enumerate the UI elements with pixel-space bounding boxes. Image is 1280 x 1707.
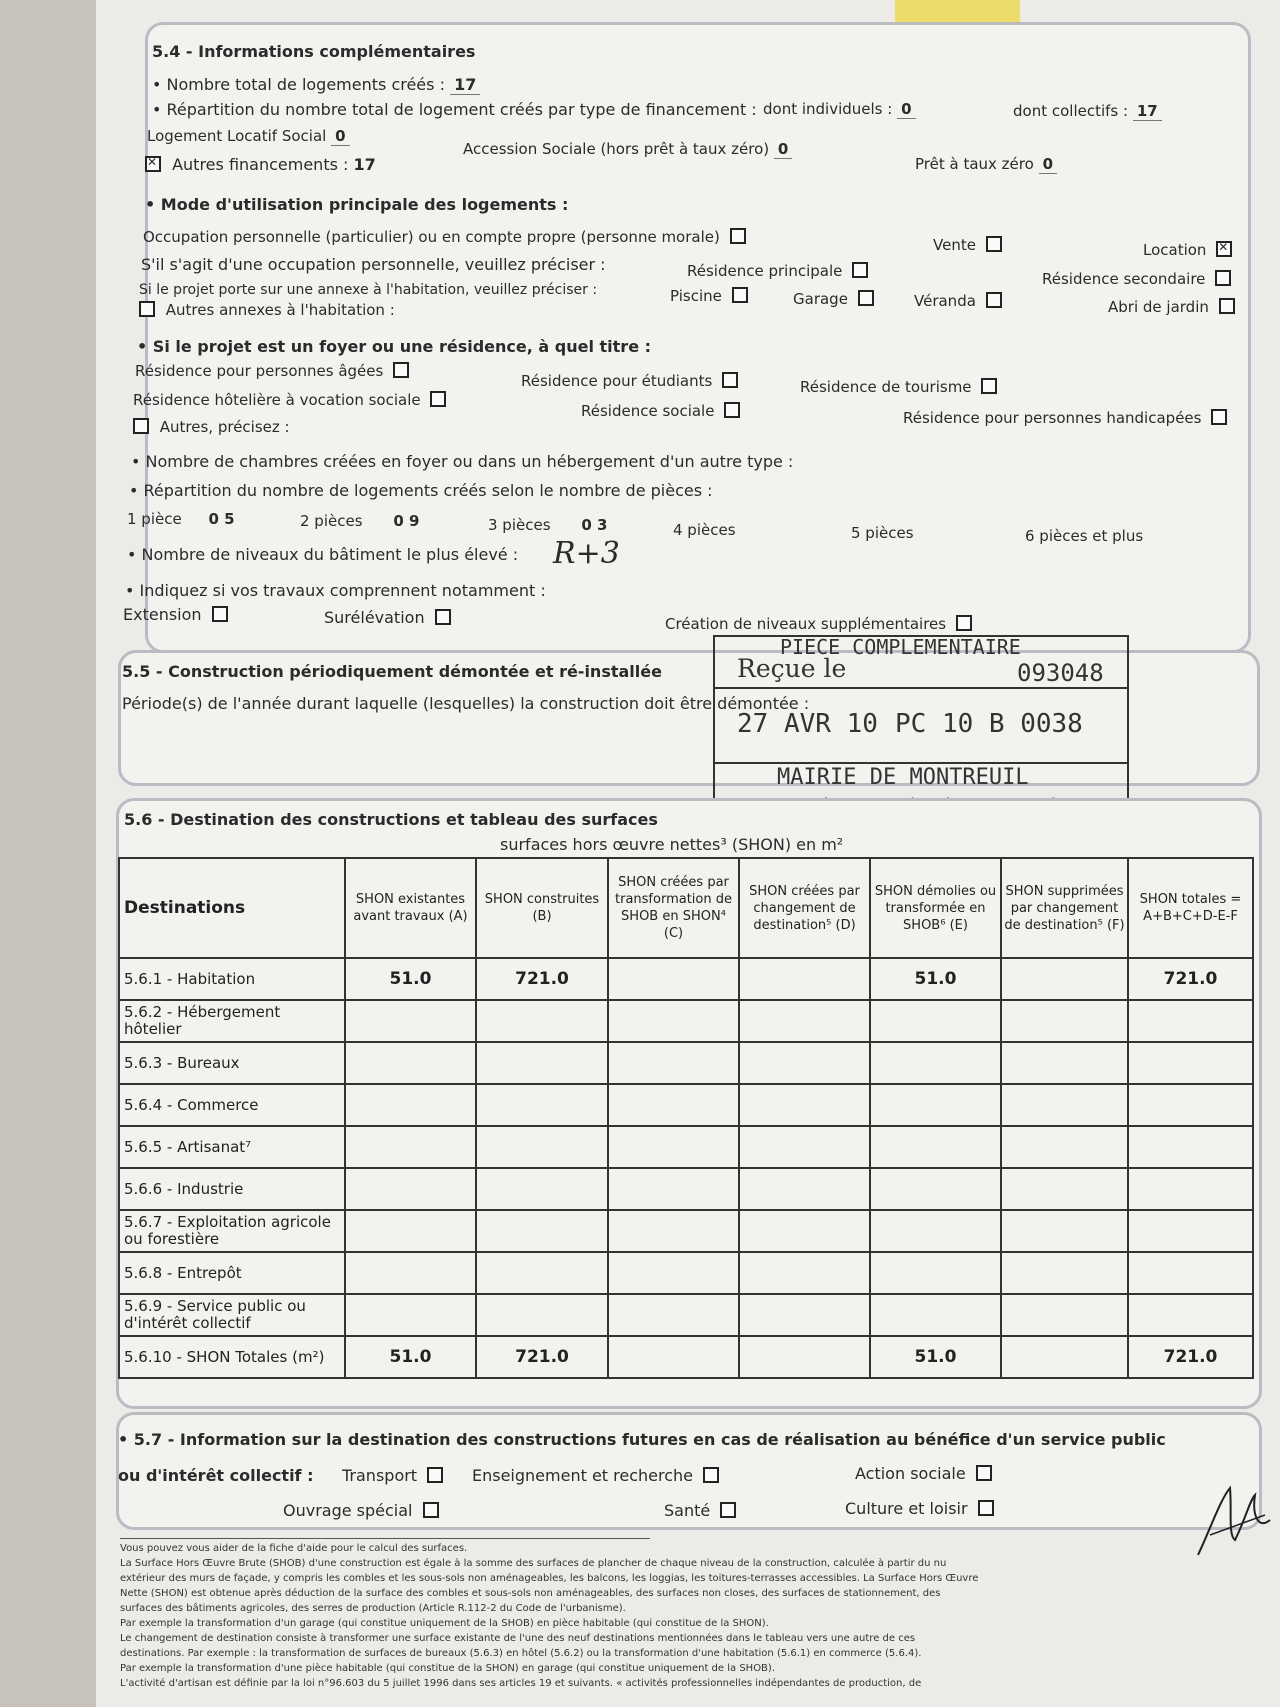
autres-financements-value[interactable]: 17	[353, 155, 376, 174]
destination-label: 5.6.2 - Hébergement hôtelier	[119, 1000, 345, 1042]
destination-label: 5.6.6 - Industrie	[119, 1168, 345, 1210]
autres-precisez-row	[133, 418, 290, 436]
transport-label: Transport	[342, 1466, 418, 1485]
sante-checkbox[interactable]	[720, 1502, 736, 1518]
transport-checkbox[interactable]	[427, 1467, 443, 1483]
destination-label: 5.6.9 - Service public ou d'intérêt collectif	[119, 1294, 345, 1336]
extension-label: Extension	[123, 605, 202, 624]
table-row	[119, 1084, 1253, 1126]
sante-row	[664, 1501, 736, 1520]
transport-row	[342, 1466, 443, 1485]
shon-cell[interactable]	[345, 1000, 476, 1042]
shon-cell[interactable]	[1001, 1294, 1128, 1336]
p6-label: 6 pièces et plus	[1025, 527, 1144, 545]
shon-cell[interactable]	[345, 1252, 476, 1294]
shon-cell[interactable]	[739, 1168, 870, 1210]
shon-cell[interactable]	[476, 1210, 608, 1252]
footnote-line: Par exemple la transformation d'une pièce habitable (qui constitue de la SHON) en garage (qui constitue uniquement de la SHOB).	[120, 1663, 775, 1674]
footnote-line: L'activité d'artisan est définie par la loi n°96.603 du 5 juillet 1996 dans ses articles 19 et suivants. « activités professionnelles indépendantes de production, de	[120, 1678, 922, 1689]
shon-cell[interactable]	[1128, 1084, 1253, 1126]
shon-cell[interactable]	[345, 1126, 476, 1168]
shon-cell[interactable]	[608, 958, 739, 1000]
action-sociale-label: Action sociale	[855, 1464, 966, 1483]
surelevation-checkbox[interactable]	[435, 609, 451, 625]
section-5-7-title: • 5.7 - Information sur la destination des constructions futures en cas de réalisation au bénéfice d'un service public	[118, 1430, 1166, 1449]
shon-cell[interactable]: 721.0	[476, 1336, 608, 1378]
vente-checkbox[interactable]	[986, 236, 1002, 252]
shon-cell[interactable]: 721.0	[1128, 958, 1253, 1000]
shon-cell[interactable]	[870, 1210, 1001, 1252]
accession-label: Accession Sociale (hors prêt à taux zéro)	[463, 140, 770, 158]
shon-cell[interactable]: 51.0	[870, 958, 1001, 1000]
shon-cell[interactable]	[476, 1000, 608, 1042]
table-row	[119, 1252, 1253, 1294]
shon-cell[interactable]	[345, 1210, 476, 1252]
shon-cell[interactable]	[1001, 1084, 1128, 1126]
p1-label: 1 pièce	[127, 510, 182, 528]
ouvrage-checkbox[interactable]	[423, 1502, 439, 1518]
pieces-label: • Répartition du nombre de logements créés selon le nombre de pièces :	[129, 481, 713, 500]
shon-cell[interactable]	[1001, 958, 1128, 1000]
res-sociale-checkbox[interactable]	[724, 402, 740, 418]
niveaux-label: • Nombre de niveaux du bâtiment le plus élevé :	[127, 545, 519, 564]
occupation-label: Occupation personnelle (particulier) ou en compte propre (personne morale)	[143, 228, 720, 246]
section-5-4-title: 5.4 - Informations complémentaires	[152, 42, 476, 61]
table-row	[119, 1042, 1253, 1084]
niveaux-row	[127, 545, 518, 564]
shon-cell[interactable]	[739, 1084, 870, 1126]
vente-label: Vente	[933, 236, 976, 254]
surfaces-table	[118, 857, 1254, 1379]
shon-cell[interactable]	[739, 1336, 870, 1378]
individuels-row	[763, 100, 916, 118]
table-row	[119, 1336, 1253, 1378]
res-tourisme-row	[800, 378, 997, 396]
table-row	[119, 1210, 1253, 1252]
footnote-line: Par exemple la transformation d'un garage (qui constitue uniquement de la SHOB) en pièce habitable (qui constitue de la SHON).	[120, 1618, 769, 1629]
res-agees-label: Résidence pour personnes âgées	[135, 362, 384, 380]
abri-label: Abri de jardin	[1108, 298, 1209, 316]
shon-cell[interactable]	[870, 1000, 1001, 1042]
occupation-checkbox[interactable]	[730, 228, 746, 244]
shon-cell[interactable]	[608, 1000, 739, 1042]
table-row	[119, 1168, 1253, 1210]
res-sociale-row	[581, 402, 740, 420]
travaux-label: • Indiquez si vos travaux comprennent notamment :	[125, 581, 546, 600]
destination-label: 5.6.1 - Habitation	[119, 958, 345, 1000]
occupation-row	[143, 228, 746, 246]
shon-cell[interactable]	[1128, 1210, 1253, 1252]
total-logements-label: • Nombre total de logements créés :	[152, 75, 445, 94]
collectifs-row	[1013, 102, 1162, 120]
occupation-perso-label: S'il s'agit d'une occupation personnelle, veuillez préciser :	[141, 255, 606, 274]
table-row	[119, 1126, 1253, 1168]
section-5-6-title: 5.6 - Destination des constructions et tableau des surfaces	[124, 810, 658, 829]
shon-cell[interactable]	[1128, 1294, 1253, 1336]
p3-value[interactable]: 0 3	[581, 516, 608, 534]
res-agees-checkbox[interactable]	[393, 362, 409, 378]
p2-row	[300, 512, 419, 530]
res-secondaire-label: Résidence secondaire	[1042, 270, 1206, 288]
vente-row	[933, 236, 1002, 254]
res-principale-row	[687, 262, 868, 280]
table-header-cell: SHON démolies ou transformée en SHOB⁶ (E)	[870, 858, 1001, 958]
table-row	[119, 1000, 1253, 1042]
res-principale-label: Résidence principale	[687, 262, 843, 280]
res-handicap-label: Résidence pour personnes handicapées	[903, 409, 1202, 427]
p4-label: 4 pièces	[673, 521, 736, 539]
res-etudiants-row	[521, 372, 738, 390]
shon-cell[interactable]	[476, 1168, 608, 1210]
shon-cell[interactable]	[476, 1252, 608, 1294]
ptz-value[interactable]: 0	[1039, 155, 1057, 174]
res-hoteliere-row	[133, 391, 446, 409]
shon-cell[interactable]	[870, 1168, 1001, 1210]
destination-label: 5.6.10 - SHON Totales (m²)	[119, 1336, 345, 1378]
total-logements-row	[152, 75, 480, 94]
shon-cell[interactable]	[608, 1294, 739, 1336]
shon-cell[interactable]	[1001, 1042, 1128, 1084]
annexe-label: Si le projet porte sur une annexe à l'habitation, veuillez préciser :	[139, 282, 598, 298]
shon-cell[interactable]	[870, 1294, 1001, 1336]
periode-label: Période(s) de l'année durant laquelle (lesquelles) la construction doit être démontée :	[122, 694, 810, 713]
footnote-line: La Surface Hors Œuvre Brute (SHOB) d'une construction est égale à la somme des surfaces de plancher de chaque niveau de la construction, calculée à partir du nu	[120, 1558, 947, 1569]
res-tourisme-label: Résidence de tourisme	[800, 378, 972, 396]
table-header-cell: SHON totales = A+B+C+D-E-F	[1128, 858, 1253, 958]
shon-cell[interactable]	[476, 1042, 608, 1084]
shon-cell[interactable]	[345, 1294, 476, 1336]
stamp-number: 093048	[1017, 659, 1104, 687]
shon-cell[interactable]	[1128, 1042, 1253, 1084]
footnote-line: Vous pouvez vous aider de la fiche d'aide pour le calcul des surfaces.	[120, 1543, 468, 1554]
section-5-7-title2: ou d'intérêt collectif :	[118, 1466, 314, 1485]
stamp-ref: PC 10 B 0038	[895, 709, 1083, 739]
res-etudiants-checkbox[interactable]	[722, 372, 738, 388]
shon-cell[interactable]: 51.0	[345, 1336, 476, 1378]
abri-checkbox[interactable]	[1219, 298, 1235, 314]
veranda-label: Véranda	[914, 292, 976, 310]
veranda-row	[914, 292, 1002, 310]
enseignement-label: Enseignement et recherche	[472, 1466, 694, 1485]
shon-cell[interactable]	[1001, 1168, 1128, 1210]
destination-label: 5.6.3 - Bureaux	[119, 1042, 345, 1084]
shon-cell[interactable]	[739, 1294, 870, 1336]
shon-cell[interactable]	[739, 1210, 870, 1252]
shon-cell[interactable]	[739, 1126, 870, 1168]
surelevation-label: Surélévation	[324, 608, 425, 627]
shon-cell[interactable]	[1001, 1126, 1128, 1168]
location-row	[1143, 241, 1232, 259]
shon-cell[interactable]	[345, 1042, 476, 1084]
chambres-label: • Nombre de chambres créées en foyer ou dans un hébergement d'un autre type :	[131, 452, 794, 471]
stamp-line1: PIECE COMPLEMENTAIRE	[780, 635, 1021, 659]
individuels-value[interactable]: 0	[897, 100, 915, 119]
piscine-row	[670, 287, 748, 305]
p1-row	[127, 510, 235, 528]
table-row	[119, 958, 1253, 1000]
shon-cell[interactable]	[1001, 1252, 1128, 1294]
footnote-line: Le changement de destination consiste à transformer une surface existante de l'une des neuf destinations mentionnées dans le tableau vers une autre de ces	[120, 1633, 916, 1644]
shon-cell[interactable]	[608, 1084, 739, 1126]
shon-cell[interactable]	[739, 958, 870, 1000]
collectifs-value[interactable]: 17	[1133, 102, 1162, 121]
shon-cell[interactable]	[1128, 1252, 1253, 1294]
p1-value[interactable]: 0 5	[208, 510, 235, 528]
shon-cell[interactable]	[870, 1126, 1001, 1168]
shon-cell[interactable]	[345, 1084, 476, 1126]
autres-financements-label: Autres financements :	[172, 155, 349, 174]
res-tourisme-checkbox[interactable]	[981, 378, 997, 394]
destination-label: 5.6.4 - Commerce	[119, 1084, 345, 1126]
foyer-label: • Si le projet est un foyer ou une résidence, à quel titre :	[137, 337, 652, 356]
footnote-line: surfaces des bâtiments agricoles, des serres de production (Article R.112-2 du Code de l'urbanisme).	[120, 1603, 626, 1614]
section-5-5-title: 5.5 - Construction périodiquement démontée et ré-installée	[122, 662, 662, 681]
shon-cell[interactable]	[345, 1168, 476, 1210]
shon-cell[interactable]	[1128, 1000, 1253, 1042]
shon-cell[interactable]: 721.0	[476, 958, 608, 1000]
table-header-cell: SHON existantes avant travaux (A)	[345, 858, 476, 958]
shon-cell[interactable]	[870, 1084, 1001, 1126]
ptz-label: Prêt à taux zéro	[915, 155, 1034, 173]
shon-cell[interactable]	[608, 1252, 739, 1294]
p5-label: 5 pièces	[851, 524, 914, 542]
creation-niveaux-checkbox[interactable]	[956, 615, 972, 631]
shon-cell[interactable]	[1128, 1168, 1253, 1210]
shon-cell[interactable]	[1001, 1210, 1128, 1252]
stamp-mairie: MAIRIE DE MONTREUIL	[777, 765, 1029, 790]
garage-checkbox[interactable]	[858, 290, 874, 306]
sante-label: Santé	[664, 1501, 711, 1520]
res-hoteliere-checkbox[interactable]	[430, 391, 446, 407]
res-sociale-label: Résidence sociale	[581, 402, 715, 420]
creation-niveaux-row	[665, 615, 972, 633]
stamp-recue: Reçue le	[737, 654, 847, 683]
res-principale-checkbox[interactable]	[852, 262, 868, 278]
action-sociale-row	[855, 1464, 992, 1483]
autres-financements-row	[145, 155, 376, 174]
shon-cell[interactable]	[608, 1042, 739, 1084]
extension-row	[123, 605, 228, 624]
mode-utilisation-label: • Mode d'utilisation principale des logements :	[145, 195, 569, 214]
footnote-line: destinations. Par exemple : la transformation de surfaces de bureaux (5.6.3) en hôtel (5.6.2) ou la transformation d'une habitation (5.6.1) en commerce (5.6.4).	[120, 1648, 922, 1659]
footnote-rule	[120, 1538, 650, 1539]
shon-cell[interactable]	[870, 1252, 1001, 1294]
niveaux-value[interactable]: R+3	[553, 536, 620, 571]
ouvrage-row	[283, 1501, 439, 1520]
autres-financements-checkbox[interactable]	[145, 156, 161, 172]
total-logements-value[interactable]: 17	[450, 75, 480, 95]
creation-niveaux-label: Création de niveaux supplémentaires	[665, 615, 947, 633]
p2-label: 2 pièces	[300, 512, 363, 530]
shon-cell[interactable]	[739, 1252, 870, 1294]
footnote-line: Nette (SHON) est obtenue après déduction de la surface des combles et sous-sols non aménageables, des surfaces non closes, des surfaces de stationnement, des	[120, 1588, 941, 1599]
res-etudiants-label: Résidence pour étudiants	[521, 372, 713, 390]
section-5-6-subtitle: surfaces hors œuvre nettes³ (SHON) en m²	[500, 835, 844, 854]
autres-annexes-label: Autres annexes à l'habitation :	[165, 301, 395, 319]
res-secondaire-checkbox[interactable]	[1215, 270, 1231, 286]
location-checkbox[interactable]	[1216, 241, 1232, 257]
accession-value[interactable]: 0	[774, 140, 792, 159]
table-header-cell: SHON créées par transformation de SHOB en SHON⁴ (C)	[608, 858, 739, 958]
shon-cell[interactable]	[608, 1336, 739, 1378]
shon-cell[interactable]	[608, 1210, 739, 1252]
shon-cell[interactable]	[1001, 1336, 1128, 1378]
autres-precisez-label: Autres, précisez :	[159, 418, 290, 436]
reception-stamp	[713, 635, 1129, 821]
res-handicap-row	[903, 409, 1227, 427]
garage-row	[793, 290, 874, 308]
res-secondaire-row	[1042, 270, 1231, 288]
footnote-line: extérieur des murs de façade, y compris les combles et les sous-sols non aménageables, les balcons, les loggias, les toitures-terrasses accessibles. La Surface Hors Œuvre	[120, 1573, 979, 1584]
piscine-label: Piscine	[670, 287, 722, 305]
piscine-checkbox[interactable]	[732, 287, 748, 303]
destination-label: 5.6.5 - Artisanat⁷	[119, 1126, 345, 1168]
lls-value[interactable]: 0	[331, 127, 349, 146]
table-header-row	[119, 858, 1253, 958]
p2-value[interactable]: 0 9	[393, 512, 420, 530]
collectifs-label: dont collectifs :	[1013, 102, 1129, 120]
res-handicap-checkbox[interactable]	[1211, 409, 1227, 425]
shon-cell[interactable]	[1001, 1000, 1128, 1042]
shon-cell[interactable]	[739, 1000, 870, 1042]
destination-label: 5.6.7 - Exploitation agricole ou forestière	[119, 1210, 345, 1252]
res-hoteliere-label: Résidence hôtelière à vocation sociale	[133, 391, 421, 409]
shon-cell[interactable]	[870, 1042, 1001, 1084]
shon-cell[interactable]	[476, 1084, 608, 1126]
p3-label: 3 pièces	[488, 516, 551, 534]
action-sociale-checkbox[interactable]	[976, 1465, 992, 1481]
location-label: Location	[1143, 241, 1207, 259]
repartition-label: • Répartition du nombre total de logement créés par type de financement :	[152, 100, 757, 119]
shon-cell[interactable]: 51.0	[870, 1336, 1001, 1378]
autres-annexes-checkbox[interactable]	[139, 301, 155, 317]
abri-row	[1108, 298, 1235, 316]
culture-row	[845, 1499, 994, 1518]
table-header-cell: Destinations	[119, 858, 345, 958]
veranda-checkbox[interactable]	[986, 292, 1002, 308]
shon-cell[interactable]	[608, 1126, 739, 1168]
enseignement-row	[472, 1466, 719, 1485]
culture-checkbox[interactable]	[978, 1500, 994, 1516]
shon-cell[interactable]	[608, 1168, 739, 1210]
res-agees-row	[135, 362, 409, 380]
table-header-cell: SHON supprimées par changement de destination⁵ (F)	[1001, 858, 1128, 958]
shon-cell[interactable]	[1128, 1126, 1253, 1168]
stamp-date: 27 AVR 10	[737, 709, 878, 739]
autres-precisez-checkbox[interactable]	[133, 418, 149, 434]
ouvrage-label: Ouvrage spécial	[283, 1501, 413, 1520]
table-header-cell: SHON construites (B)	[476, 858, 608, 958]
table-header-cell: SHON créées par changement de destination⁵ (D)	[739, 858, 870, 958]
garage-label: Garage	[793, 290, 848, 308]
shon-cell[interactable]: 721.0	[1128, 1336, 1253, 1378]
autres-annexes-row	[139, 301, 395, 319]
table-row	[119, 1294, 1253, 1336]
individuels-label: dont individuels :	[763, 100, 893, 118]
ptz-row	[915, 155, 1057, 173]
culture-label: Culture et loisir	[845, 1499, 968, 1518]
extension-checkbox[interactable]	[212, 606, 228, 622]
p3-row	[488, 516, 607, 534]
lls-label: Logement Locatif Social	[147, 127, 327, 145]
shon-cell[interactable]	[739, 1042, 870, 1084]
accession-row	[463, 140, 792, 158]
shon-cell[interactable]	[476, 1126, 608, 1168]
surelevation-row	[324, 608, 451, 627]
enseignement-checkbox[interactable]	[703, 1467, 719, 1483]
lls-row	[147, 127, 350, 145]
shon-cell[interactable]: 51.0	[345, 958, 476, 1000]
shon-cell[interactable]	[476, 1294, 608, 1336]
destination-label: 5.6.8 - Entrepôt	[119, 1252, 345, 1294]
